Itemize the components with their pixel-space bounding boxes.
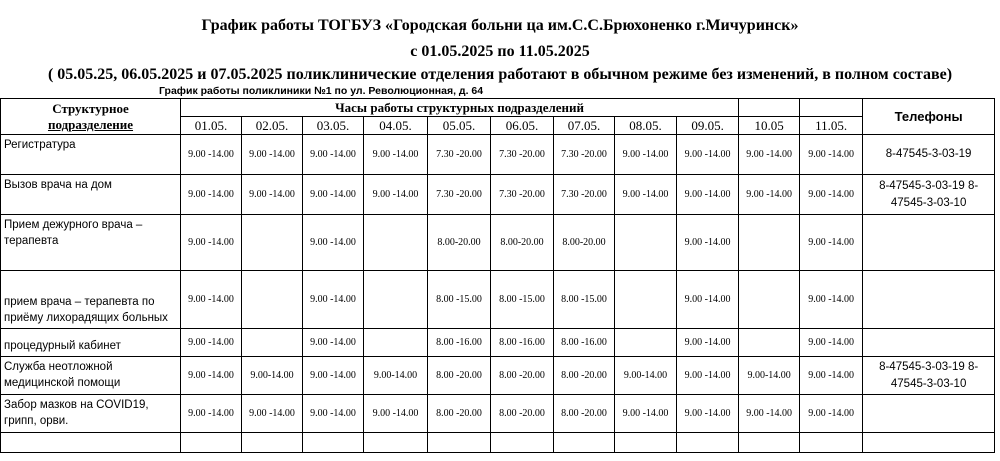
schedule-table bbox=[0, 98, 995, 453]
hours-cell bbox=[364, 433, 428, 453]
hours-cell: 9.00 -14.00 bbox=[677, 215, 739, 271]
hours-cell: 8.00 -15.00 bbox=[554, 271, 615, 329]
phone-cell bbox=[863, 433, 995, 453]
hours-cell: 8.00 -16.00 bbox=[428, 329, 491, 357]
hours-cell: 9.00 -14.00 bbox=[677, 271, 739, 329]
hours-cell: 9.00 -14.00 bbox=[303, 329, 364, 357]
hours-cell bbox=[800, 433, 863, 453]
date-header: 08.05. bbox=[615, 117, 677, 135]
hours-cell: 9.00 -14.00 bbox=[739, 175, 800, 215]
hours-cell: 9.00 -14.00 bbox=[303, 357, 364, 395]
hours-cell: 7.30 -20.00 bbox=[554, 175, 615, 215]
hours-cell: 9.00 -14.00 bbox=[677, 135, 739, 175]
hours-cell: 9.00 -14.00 bbox=[303, 271, 364, 329]
hours-cell bbox=[242, 329, 303, 357]
phones-column-header: Телефоны bbox=[863, 99, 995, 135]
hours-cell: 9.00-14.00 bbox=[615, 357, 677, 395]
hours-cell: 9.00 -14.00 bbox=[800, 329, 863, 357]
hours-cell: 9.00 -14.00 bbox=[181, 215, 242, 271]
hours-cell: 9.00 -14.00 bbox=[677, 175, 739, 215]
hours-header-spacer bbox=[800, 99, 863, 117]
document-period: с 01.05.2025 по 11.05.2025 bbox=[410, 43, 590, 60]
date-header: 07.05. bbox=[554, 117, 615, 135]
hours-cell: 9.00-14.00 bbox=[242, 357, 303, 395]
phone-cell bbox=[863, 215, 995, 271]
hours-cell: 9.00 -14.00 bbox=[615, 175, 677, 215]
hours-cell bbox=[364, 215, 428, 271]
hours-cell: 9.00 -14.00 bbox=[739, 135, 800, 175]
table-row bbox=[1, 357, 995, 395]
department-name: Регистратура bbox=[1, 135, 181, 175]
hours-cell: 7.30 -20.00 bbox=[428, 135, 491, 175]
document-title: График работы ТОГБУЗ «Городская больни ца им.С.С.Брюхоненко г.Мичуринск» bbox=[201, 17, 799, 34]
hours-cell: 7.30 -20.00 bbox=[491, 175, 554, 215]
hours-cell: 9.00 -14.00 bbox=[181, 175, 242, 215]
hours-cell: 9.00 -14.00 bbox=[181, 329, 242, 357]
hours-cell: 9.00 -14.00 bbox=[181, 135, 242, 175]
hours-cell: 9.00 -14.00 bbox=[242, 135, 303, 175]
hours-cell bbox=[364, 329, 428, 357]
hours-cell: 8.00 -20.00 bbox=[554, 357, 615, 395]
hours-cell bbox=[242, 433, 303, 453]
hours-cell: 7.30 -20.00 bbox=[491, 135, 554, 175]
date-header: 02.05. bbox=[242, 117, 303, 135]
hours-cell bbox=[181, 433, 242, 453]
phone-cell bbox=[863, 271, 995, 329]
hours-cell: 9.00 -14.00 bbox=[677, 395, 739, 433]
table-row bbox=[1, 271, 995, 329]
hours-cell: 9.00 -14.00 bbox=[739, 395, 800, 433]
hours-cell: 8.00-20.00 bbox=[428, 215, 491, 271]
date-header: 06.05. bbox=[491, 117, 554, 135]
date-header: 04.05. bbox=[364, 117, 428, 135]
hours-cell: 9.00 -14.00 bbox=[800, 357, 863, 395]
date-header: 11.05. bbox=[800, 117, 863, 135]
hours-cell: 9.00 -14.00 bbox=[303, 215, 364, 271]
hours-cell: 9.00 -14.00 bbox=[800, 271, 863, 329]
hours-cell bbox=[242, 215, 303, 271]
date-header: 05.05. bbox=[428, 117, 491, 135]
department-name bbox=[1, 433, 181, 453]
hours-cell: 8.00 -20.00 bbox=[491, 395, 554, 433]
date-header: 03.05. bbox=[303, 117, 364, 135]
date-header: 10.05 bbox=[739, 117, 800, 135]
hours-cell bbox=[491, 433, 554, 453]
hours-cell bbox=[739, 433, 800, 453]
hours-cell: 9.00 -14.00 bbox=[242, 395, 303, 433]
hours-cell: 9.00 -14.00 bbox=[800, 135, 863, 175]
table-row bbox=[1, 433, 995, 453]
hours-cell: 9.00 -14.00 bbox=[242, 175, 303, 215]
hours-cell bbox=[677, 433, 739, 453]
hours-cell: 8.00-20.00 bbox=[554, 215, 615, 271]
hours-cell: 9.00 -14.00 bbox=[181, 395, 242, 433]
hours-cell bbox=[242, 271, 303, 329]
hours-cell: 8.00 -20.00 bbox=[428, 357, 491, 395]
hours-cell: 9.00 -14.00 bbox=[303, 395, 364, 433]
hours-cell: 8.00 -20.00 bbox=[491, 357, 554, 395]
phone-cell: 8-47545-3-03-19 8-47545-3-03-10 bbox=[863, 357, 995, 395]
hours-cell: 8.00 -16.00 bbox=[554, 329, 615, 357]
hours-cell: 8.00 -20.00 bbox=[428, 395, 491, 433]
hours-cell bbox=[739, 271, 800, 329]
hours-cell: 9.00 -14.00 bbox=[364, 135, 428, 175]
department-name: Служба неотложной медицинской помощи bbox=[1, 357, 181, 395]
hours-header-spacer bbox=[739, 99, 800, 117]
phone-cell: 8-47545-3-03-19 bbox=[863, 135, 995, 175]
hours-cell: 8.00 -20.00 bbox=[554, 395, 615, 433]
hours-cell bbox=[739, 215, 800, 271]
hours-cell bbox=[303, 433, 364, 453]
hours-cell bbox=[554, 433, 615, 453]
phone-cell: 8-47545-3-03-19 8-47545-3-03-10 bbox=[863, 175, 995, 215]
hours-cell: 9.00 -14.00 bbox=[364, 175, 428, 215]
hours-cell: 9.00 -14.00 bbox=[615, 395, 677, 433]
hours-cell: 9.00 -14.00 bbox=[677, 357, 739, 395]
table-row bbox=[1, 175, 995, 215]
department-name: Забор мазков на COVID19, грипп, орви. bbox=[1, 395, 181, 433]
phone-cell bbox=[863, 329, 995, 357]
hours-cell: 8.00 -15.00 bbox=[491, 271, 554, 329]
date-header: 01.05. bbox=[181, 117, 242, 135]
hours-cell: 7.30 -20.00 bbox=[554, 135, 615, 175]
hours-cell: 9.00 -14.00 bbox=[303, 175, 364, 215]
table-row bbox=[1, 329, 995, 357]
table-row bbox=[1, 215, 995, 271]
dept-column-header bbox=[1, 99, 181, 135]
hours-cell bbox=[364, 271, 428, 329]
hours-cell: 9.00 -14.00 bbox=[181, 271, 242, 329]
hours-cell bbox=[615, 271, 677, 329]
hours-cell: 9.00 -14.00 bbox=[181, 357, 242, 395]
department-name: прием врача – терапевта по приёму лихорадящих больных bbox=[1, 271, 181, 329]
hours-cell: 9.00 -14.00 bbox=[800, 175, 863, 215]
hours-cell: 8.00-20.00 bbox=[491, 215, 554, 271]
table-row bbox=[1, 395, 995, 433]
hours-cell: 9.00 -14.00 bbox=[800, 215, 863, 271]
schedule-subtitle: График работы поликлиники №1 по ул. Революционная, д. 64 bbox=[159, 85, 484, 97]
hours-cell: 9.00-14.00 bbox=[739, 357, 800, 395]
phone-cell bbox=[863, 395, 995, 433]
date-header: 09.05. bbox=[677, 117, 739, 135]
hours-cell bbox=[615, 433, 677, 453]
hours-cell bbox=[739, 329, 800, 357]
hours-cell: 9.00 -14.00 bbox=[364, 395, 428, 433]
hours-cell: 7.30 -20.00 bbox=[428, 175, 491, 215]
hours-cell bbox=[428, 433, 491, 453]
document-note: ( 05.05.25, 06.05.2025 и 07.05.2025 поликлинические отделения работают в обычном режиме без изменений, в полном составе) bbox=[47, 66, 953, 83]
department-name: Прием дежурного врача – терапевта bbox=[1, 215, 181, 271]
dept-header-line1: Структурное bbox=[52, 100, 129, 116]
hours-cell: 9.00-14.00 bbox=[364, 357, 428, 395]
hours-cell: 9.00 -14.00 bbox=[615, 135, 677, 175]
department-name: процедурный кабинет bbox=[1, 329, 181, 357]
department-name: Вызов врача на дом bbox=[1, 175, 181, 215]
dept-header-line2: подразделение bbox=[47, 116, 134, 132]
hours-column-header: Часы работы структурных подразделений bbox=[181, 99, 739, 117]
hours-cell: 9.00 -14.00 bbox=[677, 329, 739, 357]
hours-cell: 8.00 -16.00 bbox=[491, 329, 554, 357]
hours-cell: 9.00 -14.00 bbox=[303, 135, 364, 175]
hours-cell bbox=[615, 329, 677, 357]
hours-cell bbox=[615, 215, 677, 271]
hours-cell: 9.00 -14.00 bbox=[800, 395, 863, 433]
table-row bbox=[1, 135, 995, 175]
hours-cell: 8.00 -15.00 bbox=[428, 271, 491, 329]
